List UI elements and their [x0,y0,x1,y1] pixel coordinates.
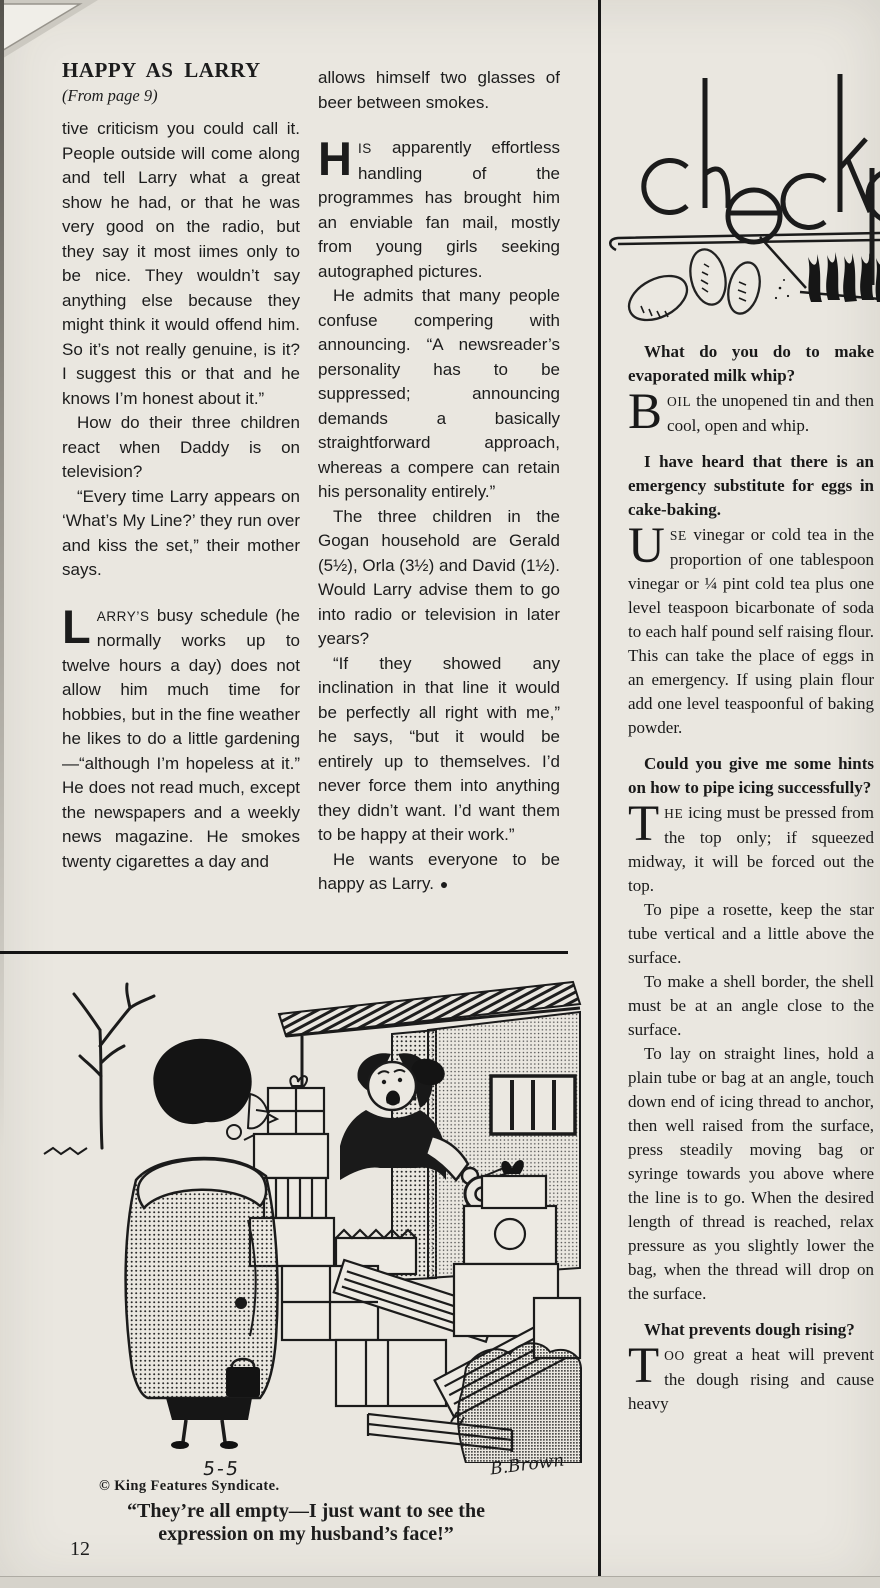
cartoon-caption [40,1500,572,1546]
qa-question: Could you give me some hints on how to pipe icing successfully? [628,754,874,797]
article-continued-from: (From page 9) [62,85,158,105]
bush [458,1343,581,1463]
dropcap-letter: L [62,599,91,653]
column-divider-rule [598,0,601,1588]
cartoon-date-mark: 5-5 [201,1458,242,1480]
article-column-1 [62,58,300,874]
page-fold-corner [0,0,98,60]
paragraph: The three children in the Gogan household are Gerald (5½), Orla (3½) and David (1½). Would Larry advise them to go into radio or television in later years? [318,506,560,648]
dropcap-letter: H [318,132,352,185]
article-column-2 [318,66,560,897]
paragraph-dropcap: LARRY’S busy schedule (he normally works up to twelve hours a day) does not allow him much time for hobbies, but in the fine weather he likes to do a little gardening—“although I’m hopeless at it.” He does not read much, except the newspapers and a weekly news magazine. He smokes twenty cigarettes a day and [62,599,300,871]
flames-illustration [775,252,880,302]
paragraph: He wants everyone to be happy as Larry. ● [318,849,560,893]
article-title: HAPPY AS LARRY [62,58,261,82]
checkpoint-header-lettering [608,50,880,340]
paragraph: tive criticism you could call it. People outside will come along and tell Larry what a great show he had, or that he was very good on the radio, but they say it most iimes only to be nice. They wouldn’t say anything else because they might think it would offend him. So it’s not really genuine, is it? I suggest this or that and he knows I’m honest about it.” [62,119,300,408]
paragraph: He admits that many people confuse compering with announcing. “A newsreader’s personality has to be suppressed; announcing demands a basically straightforward approach, whereas a compere can retain his personality entirely.” [318,286,560,501]
qa-answer: THE icing must be pressed from the top only; if squeezed midway, it will be forced out the top. [628,796,874,895]
paragraph: allows himself two glasses of beer between smokes. [318,68,560,112]
caption-line-2: expression on my husband’s face!” [158,1523,454,1545]
paragraph: How do their three children react when Daddy is on television? [62,413,300,481]
paragraph: “If they showed any inclination in that line it would be perfectly all right with me,” he says, “but it would be entirely up to themselves. I’d never force them into anything they didn’t want. I’d want them to be happy at their work.” [318,653,560,844]
qa-question: What prevents dough rising? [644,1320,855,1339]
dark-hat [153,1039,251,1124]
artist-signature: B.Brown [489,1450,566,1480]
qa-question: I have heard that there is an emergency substitute for eggs in cake-baking. [628,452,874,519]
paragraph-dropcap: HIS apparently effortless handling of the programmes has brought him an enviable fan mail, mostly from young girls seeking autographed pictures. [318,132,560,281]
gift-bow-2 [290,1076,307,1086]
page-bottom-edge [0,1576,880,1588]
article-bottom-rule [0,951,568,954]
dropcap-letter: T [628,1338,660,1394]
dropcap-letter: B [628,384,663,440]
window [491,1076,575,1134]
qa-answer: USE vinegar or cold tea in the proportion of one tablespoon vinegar or ¼ pint cold tea plus one level teaspoon bicarbonate of soda to each half pound self raising flour. This can take the place of eggs in an emergency. If using plain flour add one level teaspoonful of baking powder. [628,518,874,737]
page-number: 12 [70,1538,90,1560]
qa-answer: BOIL the unopened tin and then cool, open and whip. [628,384,874,440]
ground-line [44,1135,283,1154]
cartoon-illustration [36,968,582,1463]
caption-line-1: “They’re all empty—I just want to see the [127,1500,485,1522]
handbag [226,1367,260,1397]
dropcap-letter: T [628,796,660,852]
article-end-mark: ● [439,876,449,892]
bare-tree [74,984,154,1148]
qa-answer-paragraph: To lay on straight lines, hold a plain tube or bag at an angle, touch down end of icing thread to anchor, then well raised from the surface, press steadily moving bag or syringe towards you above where the line is to go. When the desired length of thread is reached, relax pressure as you slightly lower the bag, when the thread will drop on the surface. [628,1044,874,1303]
qa-answer: TOO great a heat will prevent the dough rising and cause heavy [628,1338,874,1413]
qa-answer-paragraph: To make a shell border, the shell must be at an angle close to the surface. [628,972,874,1039]
paragraph: “Every time Larry appears on ‘What’s My Line?’ they run over and kiss the set,” their mother says. [62,486,300,579]
page-left-edge [0,0,4,1150]
syndicate-credit: © King Features Syndicate. [99,1478,280,1494]
woman-with-handbag [126,1039,278,1449]
dropcap-letter: U [628,518,665,574]
qa-answer-paragraph: To pipe a rosette, keep the star tube vertical and a little above the surface. [628,900,874,967]
eggs-illustration [622,246,765,329]
qa-column [628,340,874,1416]
qa-question: What do you do to make evaporated milk whip? [628,342,874,385]
